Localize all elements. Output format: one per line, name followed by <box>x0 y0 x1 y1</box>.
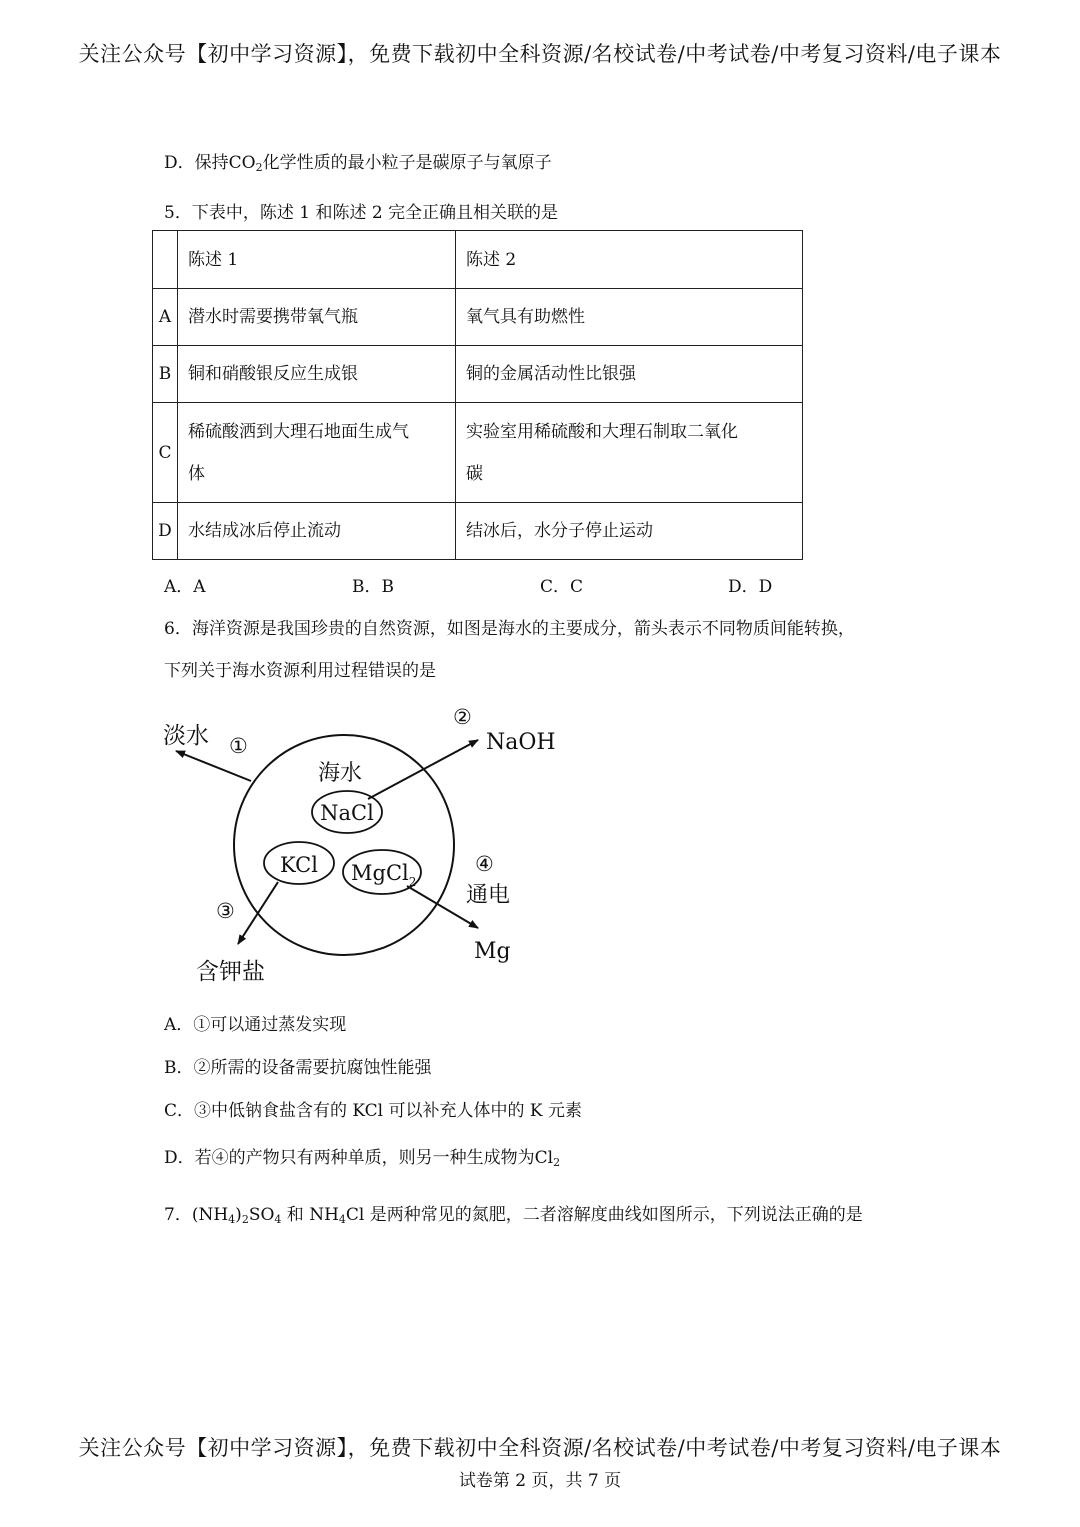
q6-option-b: B．②所需的设备需要抗腐蚀性能强 <box>164 1058 432 1078</box>
q6-option-d <box>164 1143 560 1169</box>
cl2-formula <box>535 1148 560 1168</box>
row-label: A <box>153 289 178 346</box>
circle-number-1: ① <box>229 734 248 758</box>
row-statement1: 潜水时需要携带氧气瓶 <box>178 289 456 346</box>
formula-sub: 4 <box>274 1213 282 1226</box>
formula-sub: 2 <box>241 1213 249 1226</box>
cl2-sub: 2 <box>553 1156 561 1169</box>
q6-stem-line1: 6．海洋资源是我国珍贵的自然资源，如图是海水的主要成分，箭头表示不同物质间能转换， <box>164 619 855 639</box>
mg-label: Mg <box>474 939 511 964</box>
cl2-base: Cl <box>534 1148 554 1168</box>
row-statement2-line1: 实验室用稀硫酸和大理石制取二氧化 <box>466 421 738 442</box>
row-label: C <box>153 403 178 503</box>
potassium-salt-label: 含钾盐 <box>196 959 265 985</box>
q4-option-d-prefix: D．保持 <box>164 153 229 173</box>
row-statement1-line1: 稀硫酸洒到大理石地面生成气 <box>188 421 409 442</box>
row-statement2: 氧气具有助燃性 <box>456 289 803 346</box>
circle-number-2: ② <box>453 705 472 729</box>
electrolysis-label: 通电 <box>466 883 511 908</box>
naoh-label: NaOH <box>486 730 556 755</box>
ammonium-sulfate-formula <box>192 1205 282 1225</box>
formula-part: ) <box>235 1205 242 1225</box>
q5-option-b: B．B <box>352 577 394 597</box>
formula-part: SO <box>248 1205 275 1225</box>
q6-option-c: C．③中低钠食盐含有的 KCl 可以补充人体中的 K 元素 <box>164 1101 583 1121</box>
kcl-label: KCl <box>280 853 318 877</box>
header-cell-statement2: 陈述 2 <box>456 231 803 289</box>
seawater-label: 海水 <box>318 761 363 786</box>
q7-stem-text: Cl 是两种常见的氮肥，二者溶解度曲线如图所示，下列说法正确的是 <box>345 1205 863 1225</box>
circle-number-4: ④ <box>475 852 494 876</box>
circle-number-3: ③ <box>216 899 235 923</box>
row-statement1-line2: 体 <box>188 463 205 484</box>
mgcl2-sub: 2 <box>408 875 417 889</box>
q7-number: 7． <box>164 1205 192 1225</box>
row-statement1: 铜和硝酸银反应生成银 <box>178 346 456 403</box>
q4-option-d-suffix: 化学性质的最小粒子是碳原子与氧原子 <box>262 153 552 173</box>
q6-option-a: A．①可以通过蒸发实现 <box>164 1015 347 1035</box>
row-label: B <box>153 346 178 403</box>
q5-stem: 5．下表中，陈述 1 和陈述 2 完全正确且相关联的是 <box>164 203 559 223</box>
q5-option-a: A．A <box>164 577 206 597</box>
formula-part: 和 NH <box>281 1205 339 1225</box>
row-statement2: 结冰后，水分子停止运动 <box>456 503 803 560</box>
freshwater-label: 淡水 <box>163 723 209 749</box>
co2-base: CO <box>228 153 256 173</box>
formula-sub: 4 <box>228 1213 236 1226</box>
mgcl2-base: MgCl <box>351 861 409 885</box>
formula-sub: 4 <box>338 1213 346 1226</box>
q5-option-c: C．C <box>540 577 584 597</box>
formula-part: (NH <box>191 1205 229 1225</box>
arrow-to-naoh <box>368 740 478 799</box>
q6-option-d-text: D．若④的产物只有两种单质，则另一种生成物为 <box>164 1148 535 1168</box>
q5-option-d: D．D <box>728 577 773 597</box>
footer-banner: 关注公众号【初中学习资源】，免费下载初中全科资源/名校试卷/中考试卷/中考复习资料/电子课本 <box>78 1436 1002 1460</box>
header-banner: 关注公众号【初中学习资源】，免费下载初中全科资源/名校试卷/中考试卷/中考复习资料/电子课本 <box>78 42 1002 66</box>
ammonium-chloride-formula <box>281 1205 346 1225</box>
page-number: 试卷第 2 页，共 7 页 <box>458 1471 622 1491</box>
header-cell-statement1: 陈述 1 <box>178 231 456 289</box>
row-statement1: 水结成冰后停止流动 <box>178 503 456 560</box>
co2-sub: 2 <box>255 161 263 174</box>
q7-stem <box>164 1200 863 1226</box>
row-statement2: 铜的金属活动性比银强 <box>456 346 803 403</box>
q6-stem-line2: 下列关于海水资源利用过程错误的是 <box>164 661 436 681</box>
row-statement2-line2: 碳 <box>466 463 483 484</box>
nacl-label: NaCl <box>320 801 374 825</box>
row-label: D <box>153 503 178 560</box>
mgcl2-label <box>351 861 416 889</box>
